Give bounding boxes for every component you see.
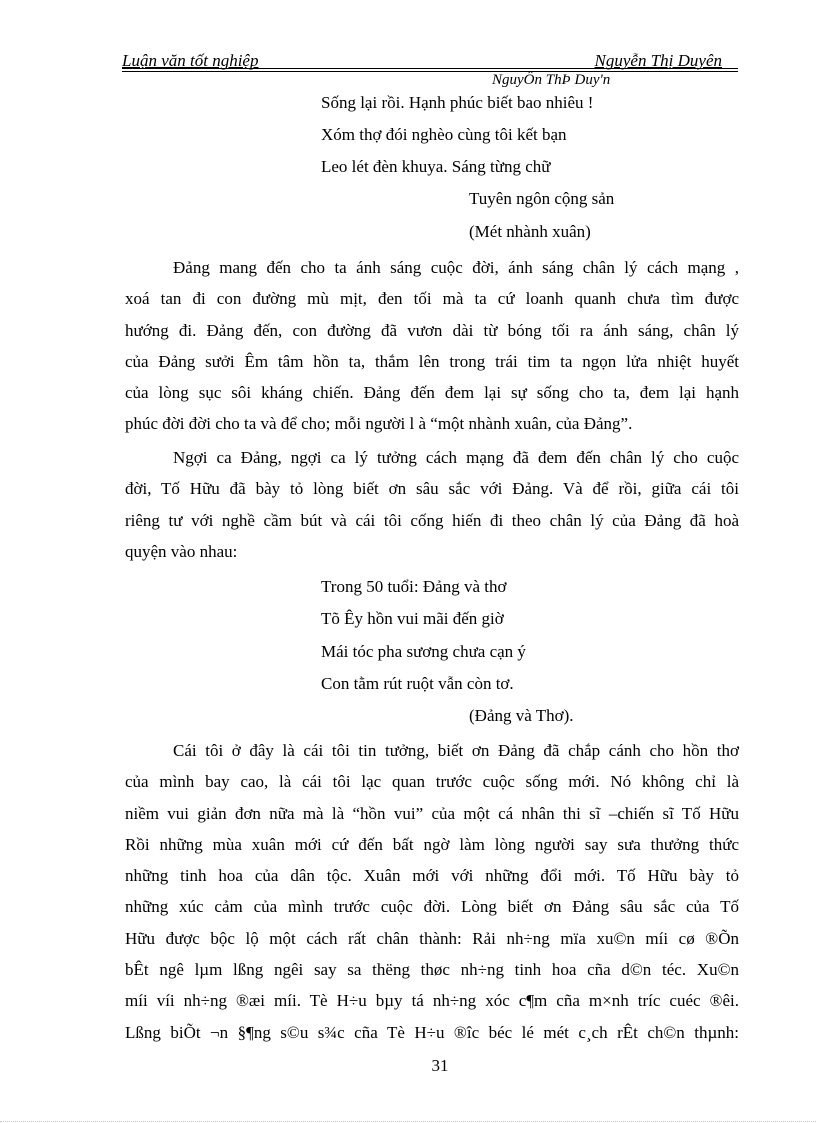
paragraph — [125, 442, 739, 567]
paragraph-line: hướng đi. Đảng đến, con đường đã vươn dài từ bóng tối ra ánh sáng, chân lý — [125, 320, 739, 340]
paragraph-line: đời, Tố Hữu đã bày tỏ lòng biết ơn sâu sắc với Đảng. Và để rồi, giữa cái tôi — [125, 479, 739, 499]
paragraph-line: míi víi nh÷ng ®æi míi. Tè H÷u bµy tá nh÷ng xóc c¶m cña m×nh tríc cuéc ®êi. — [125, 991, 739, 1011]
paragraph-line: của lòng sục sôi kháng chiến. Đảng đến đem lại sự sống cho ta, đem lại hạnh — [125, 383, 739, 403]
paragraph-line: những tinh hoa của dân tộc. Xuân mới với những đổi mới. Tố Hữu bày tỏ — [125, 866, 739, 886]
poem-line: Sống lại rồi. Hạnh phúc biết bao nhiêu ! — [321, 93, 594, 112]
paragraph-line: riêng tư với nghề cầm bút và cái tôi cống hiến đi theo chân lý của Đảng đã hoà — [125, 510, 739, 530]
paragraph-line: quyện vào nhau: — [125, 541, 238, 561]
paragraph-line: bÊt ngê lµm lßng ngêi say sa thëng thøc nh÷ng tinh hoa cña d©n téc. Xu©n — [125, 960, 739, 980]
paragraph-line: Đảng mang đến cho ta ánh sáng cuộc đời, ánh sáng chân lý cách mạng , — [173, 258, 739, 277]
footer-divider — [0, 1121, 816, 1122]
header-rule — [122, 68, 738, 69]
paragraph-line: xoá tan đi con đường mù mịt, đen tối mà ta cứ loanh quanh chưa tìm được — [125, 289, 739, 309]
paragraph — [125, 735, 739, 1048]
poem-source: (Mét nhành xuân) — [469, 222, 591, 241]
poem-line: Con tằm rút ruột vẫn còn tơ. — [321, 674, 514, 693]
header-subtitle: NguyÔn ThÞ Duy'n — [492, 72, 611, 88]
poem-line: Leo lét đèn khuya. Sáng từng chữ — [321, 157, 551, 176]
paragraph-line: Rồi những mùa xuân mới cứ đến bất ngờ làm lòng người say sưa thưởng thức — [125, 834, 739, 854]
poem-line: Xóm thợ đói nghèo cùng tôi kết bạn — [321, 125, 567, 144]
header-rule — [122, 71, 738, 72]
poem-line: Tuyên ngôn cộng sản — [469, 189, 615, 208]
page-number: 31 — [431, 1056, 449, 1075]
paragraph — [125, 252, 739, 440]
paragraph-line: của mình bay cao, là cái tôi lạc quan trước cuộc sống mới. Nó không chỉ là — [125, 772, 739, 792]
paragraph-line: Cái tôi ở đây là cái tôi tin tưởng, biết ơn Đảng đã chắp cánh cho hồn thơ — [173, 741, 739, 760]
paragraph-line: của Đảng sưởi Êm tâm hồn ta, thắm lên trong trái tim ta ngọn lửa nhiệt huyết — [125, 351, 739, 371]
paragraph-line: Hữu được bộc lộ một cách rất chân thành: Rải nh÷ng mïa xu©n míi cø ®Õn — [125, 928, 739, 948]
header-left: Luận văn tốt nghiệp — [122, 51, 259, 70]
poem-line: Tõ Êy hồn vui mãi đến giờ — [321, 609, 504, 628]
header-right: Nguyễn Thị Duyên — [594, 51, 722, 70]
poem-source: (Đảng và Thơ). — [469, 706, 574, 725]
paragraph-line: những xúc cảm của mình trước cuộc đời. Lòng biết ơn Đảng sâu sắc của Tố — [125, 897, 739, 917]
paragraph-line: phúc đời đời cho ta và để cho; mỗi người l à “một nhành xuân, của Đảng”. — [125, 414, 633, 434]
paragraph-line: niềm vui giản đơn nữa mà là “hồn vui” của một cá nhân thi sĩ –chiến sĩ Tố Hữu — [125, 803, 739, 823]
paragraph-line: Lßng biÕt ¬n §¶ng s©u s¾c cña Tè H÷u ®îc béc lé mét c¸ch rÊt ch©n thµnh: — [125, 1022, 739, 1042]
paragraph-line: Ngợi ca Đảng, ngợi ca lý tưởng cách mạng đã đem đến chân lý cho cuộc — [173, 448, 739, 467]
poem-line: Mái tóc pha sương chưa cạn ý — [321, 642, 526, 661]
poem-line: Trong 50 tuổi: Đảng và thơ — [321, 577, 507, 596]
